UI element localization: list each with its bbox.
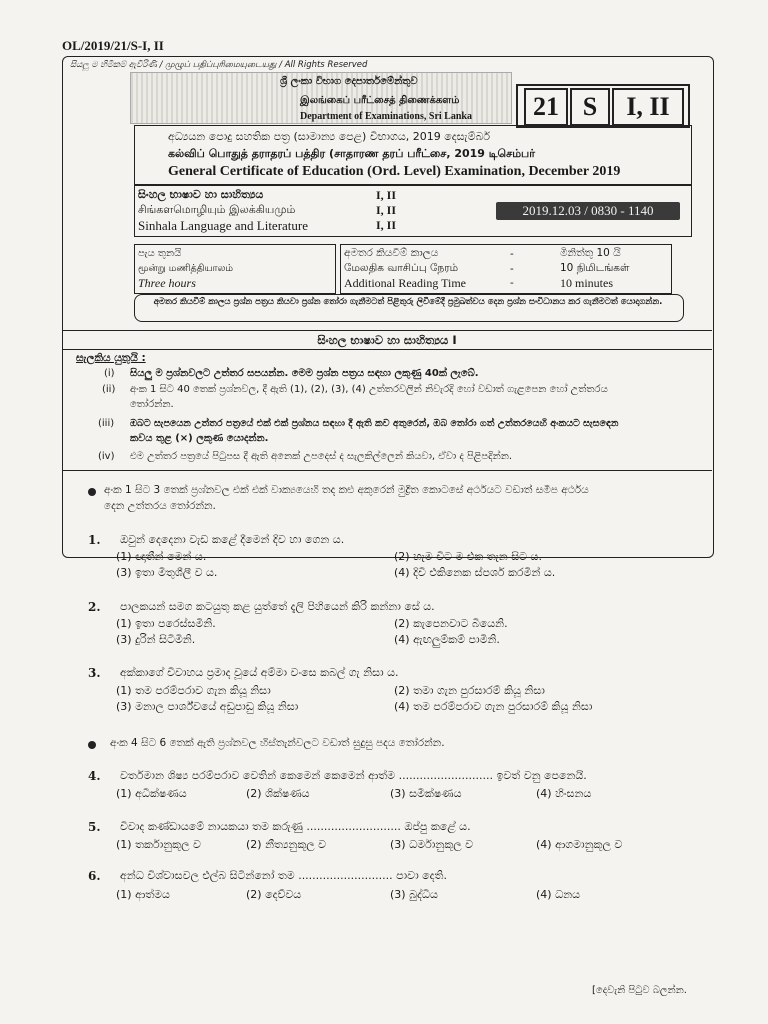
- answer-option: (1) තම පරම්පරාව ගැන කියූ නිසා: [116, 684, 271, 697]
- section-a-instruction: අංක 1 සිට 3 තෙක් ප්‍රශ්නවල එක් එක් වාක්‍යයෙහි තද කළු අකුරෙන් මුද්‍රිත කොටසේ අර්ථයට වඩාත් සමීප අර්ථය: [104, 484, 589, 496]
- reading-value-en: 10 minutes: [560, 276, 613, 290]
- reading-value-si: මිනිත්තු 10 යි: [560, 247, 621, 259]
- question-text: පාලකයන් සමග කටයුතු කළ යුත්තේ දැලි පිහියෙන් කිරි කන්නා සේ ය.: [120, 600, 435, 613]
- answer-option: (2) දෙව්වය: [246, 888, 302, 901]
- question-number: 6.: [88, 869, 101, 883]
- instruction-text: එම උත්තර පත්‍රයේ පිටුපස දී ඇති අනෙක් උපදෙස් ද සැලකිල්ලෙන් කියවා, ඒවා ද පිළිපදින්න.: [130, 451, 513, 462]
- section-a-instruction-cont: දෙන උත්තරය තෝරන්න.: [104, 500, 216, 512]
- subject-tamil: சிங்களமொழியும் இலக்கியமும்: [138, 203, 296, 216]
- answer-option: (3) ධර්මානුකූල ව: [390, 838, 474, 851]
- instruction-num: (ii): [102, 384, 116, 395]
- subject-english: Sinhala Language and Literature: [138, 218, 309, 233]
- instructions-heading: සැලකිය යුතුයි :: [76, 352, 146, 364]
- duration-sinhala: පැය තුනයි: [138, 248, 182, 259]
- reading-dash-si: -: [510, 247, 514, 260]
- answer-option: (3) ඉතා මිතුශීලී ව ය.: [116, 566, 218, 579]
- answer-option: (3) දුරින් සිටිමිනි.: [116, 633, 196, 646]
- exam-title-english: General Certificate of Education (Ord. Level) Examination, December 2019: [168, 164, 621, 179]
- question-number: 4.: [88, 769, 101, 783]
- reading-label-en: Additional Reading Time: [344, 276, 467, 290]
- instruction-text-cont: තෝරන්න.: [130, 399, 174, 410]
- question-number: 1.: [88, 533, 101, 547]
- duration-tamil: மூன்று மணித்தியாலம்: [138, 263, 234, 274]
- instruction-text: සියලු ම ප්‍රශ්නවලට උත්තර සපයන්න. මෙම ප්‍රශ්න පත්‍රය සඳහා ලකුණු 40ක් ලැබේ.: [130, 368, 479, 379]
- question-number: 5.: [88, 820, 101, 834]
- reading-value-ta: 10 நிமிடங்கள்: [560, 262, 630, 274]
- code-part: I, II: [612, 88, 684, 126]
- section-b-instruction: අංක 4 සිට 6 තෙක් ඇති ප්‍රශ්නවල හිස්තැන්වලට වඩාත් සුදුසු පදය තෝරන්න.: [110, 737, 445, 749]
- question-text: විවාද කණ්ඩායමේ නායකයා තම කරුණු ........................... ඔප්පු කළේ ය.: [120, 820, 471, 833]
- reading-dash-en: -: [510, 276, 514, 289]
- bullet-icon: [88, 741, 96, 749]
- answer-option: (2) කැපෙනවාට බියෙනි.: [394, 617, 508, 630]
- instruction-text: ඔබට සැපයෙන උත්තර පත්‍රයේ එක් එක් ප්‍රශ්නය සඳහා දී ඇති කව අතුරෙන්, ඔබ තෝරා ගත් උත්තරයෙහි අංකයට සැසඳෙන: [130, 418, 619, 429]
- reading-label-ta: மேலதிக வாசிப்பு நேரம்: [344, 262, 459, 274]
- answer-option: (4) හිංසනය: [536, 787, 592, 800]
- answer-option: (4) දිවි එකිනෙක ස්පර්ශ කරමින් ය.: [394, 566, 556, 579]
- title-top-rule: [62, 330, 712, 331]
- duration-english: Three hours: [138, 276, 196, 290]
- answer-option: (2) හැම විට ම එක තැන සිට ය.: [394, 550, 542, 563]
- answer-option: (1) ආත්මය: [116, 888, 170, 901]
- answer-option: (2) නීත්‍යනුකූල ව: [246, 838, 327, 851]
- answer-option: (4) ආගමානුකූල ව: [536, 838, 623, 851]
- title-bottom-rule: [62, 349, 712, 350]
- question-text: අක්කාගේ විවාහය ප්‍රමාද වූයේ අම්මා වංසෙ කබල් ගැ නිසා ය.: [120, 666, 399, 679]
- question-number: 3.: [88, 666, 101, 680]
- instruction-num: (i): [104, 368, 115, 379]
- instruction-num: (iii): [98, 418, 115, 429]
- code-subject: S: [570, 88, 610, 126]
- copyright-line: සියලු ම හිමිකම් ඇවිරිණි / முழுப் பதிப்புரிமையுடையது / All Rights Reserved: [70, 60, 368, 70]
- answer-option: (2) තමා ගැන පුරසාරම් කියූ නිසා: [394, 684, 545, 697]
- instructions-bottom-rule: [62, 470, 712, 471]
- answer-option: (4) තම පරම්පරාව ගැන පුරසාරම් කියූ නිසා: [394, 700, 593, 713]
- paper-code: OL/2019/21/S-I, II: [62, 38, 164, 53]
- reading-note: අමතර කියවීම් කාලය ප්‍රශ්න පත්‍රය කියවා ප්‍රශ්න තෝරා ගැනීමටත් පිළිතුරු ලිවීමේදී ප්‍රමුඛත්වය දෙන ප්‍රශ්න සංවිධානය කර ගැනීමටත් යොදාගන්න.: [153, 297, 663, 307]
- instruction-text: අංක 1 සිට 40 තෙක් ප්‍රශ්නවල, දී ඇති (1), (2), (3), (4) උත්තරවලින් නිවැරදි හෝ වඩාත් ගැළපෙන හෝ උත්තරය: [130, 384, 608, 395]
- reading-label-si: අමතර කියවීම් කාලය: [344, 247, 439, 259]
- answer-option: (3) බුද්ධිය: [390, 888, 438, 901]
- reading-dash-ta: -: [510, 262, 514, 275]
- subject-part-1: I, II: [376, 188, 397, 202]
- dept-sinhala: ශ්‍රී ලංකා විභාග දෙපාර්තමේන්තුව: [280, 76, 418, 87]
- answer-option: (1) අධීක්ෂණය: [116, 787, 187, 800]
- answer-option: (1) ඥාතීන් මෙන් ය.: [116, 550, 207, 563]
- question-text: අන්ධ විශ්වාසවල එල්බ සිටින්නෝ තම ........................... පාවා දෙති.: [120, 869, 447, 882]
- bullet-icon: [88, 488, 96, 496]
- answer-option: (4) ඇඟලුම්කම් පාමිනි.: [394, 633, 500, 646]
- question-text: ඔවුන් දෙදෙනා වැඩ කළේ දීමෙන් දිව හා ගෙන ය.: [120, 533, 345, 546]
- answer-option: (2) ශික්ෂණය: [246, 787, 310, 800]
- subject-part-2: I, II: [376, 203, 397, 217]
- page-turn-note: [දෙවැනි පිටුව බලන්න.: [592, 985, 687, 996]
- exam-title-tamil: கல்விப் பொதுத் தராதரப் பத்திர (சாதாரண தரப் பரீட்சை, 2019 டிசெம்பர்: [168, 147, 535, 160]
- answer-option: (3) මනාල පාර්ශ්වයේ අඩුපාඩු කියූ නිසා: [116, 700, 299, 713]
- answer-option: (3) සමීක්ෂණය: [390, 787, 462, 800]
- dept-tamil: இலங்கைப் பரீட்சைத் திணைக்களம்: [300, 95, 460, 106]
- answer-option: (1) තර්කානුකූල ව: [116, 838, 201, 851]
- instruction-num: (iv): [98, 451, 115, 462]
- answer-option: (1) ඉතා පරෙස්සමිනි.: [116, 617, 216, 630]
- instruction-text-cont: කවය තුළ (×) ලකුණ යොදන්න.: [130, 433, 269, 444]
- dept-english: Department of Examinations, Sri Lanka: [300, 111, 472, 122]
- answer-option: (4) ධනය: [536, 888, 581, 901]
- subject-part-3: I, II: [376, 218, 397, 232]
- code-number: 21: [524, 88, 568, 126]
- exam-date-time: 2019.12.03 / 0830 - 1140: [496, 202, 680, 220]
- question-number: 2.: [88, 600, 101, 614]
- subject-sinhala: සිංහල භාෂාව හා සාහිත්‍යය: [138, 188, 264, 201]
- question-text: වර්තමාන ශිෂ්‍ය පරම්පරාව වෙතින් කෙමෙන් කෙමෙන් ආත්ම ........................... ඉවත් වනු පෙනෙයි.: [120, 769, 587, 782]
- paper-code-box: [516, 84, 690, 128]
- paper-title: සිංහල භාෂාව හා සාහිත්‍යය I: [317, 333, 457, 347]
- exam-title-sinhala: අධ්‍යයන පොදු සහතික පත්‍ර (සාමාන්‍ය පෙළ) විභාගය, 2019 දෙසැම්බර්: [168, 130, 491, 143]
